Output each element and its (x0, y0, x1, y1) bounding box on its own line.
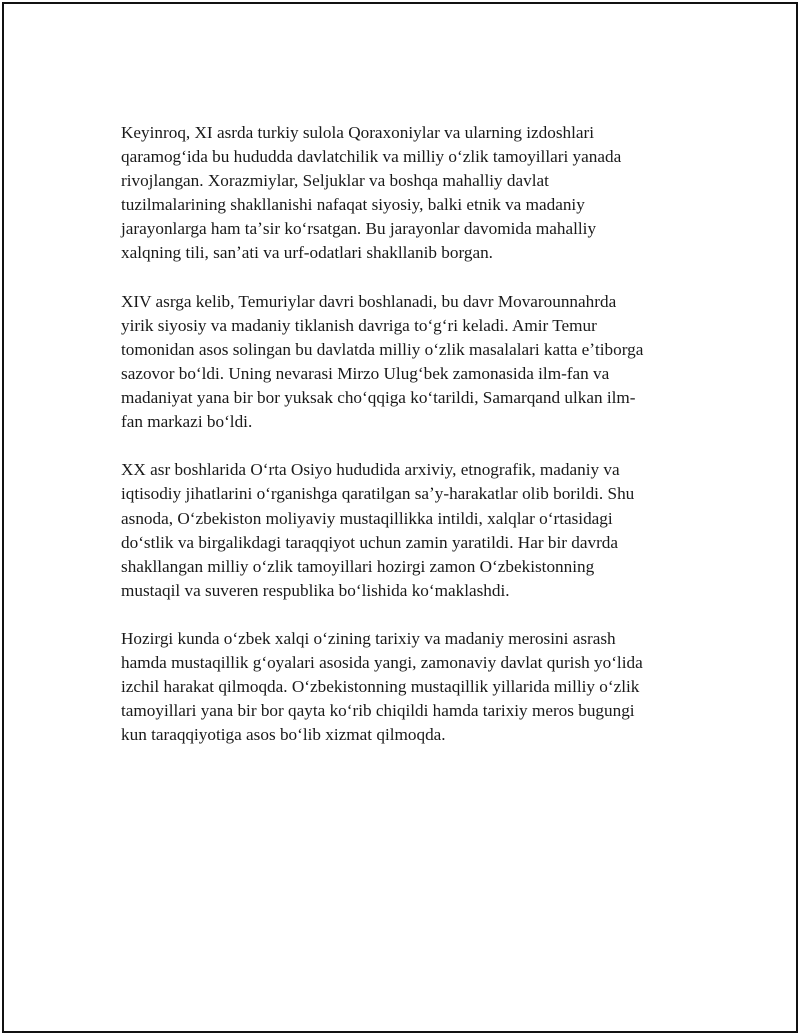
document-body (121, 121, 681, 747)
paragraph-2: XIV asrga kelib, Temuriylar davri boshlanadi, bu davr Movarounnahrda yirik siyosiy va madaniy tiklanish davriga toʻgʻri keladi. Amir Temur tomonidan asos solingan bu davlatda milliy oʻzlik masalalari katta eʼtiborga sazovor boʻldi. Uning nevarasi Mirzo Ulugʻbek zamonasida ilm-fan va madaniyat yana bir bor yuksak choʻqqiga koʻtarildi, Samarqand ulkan ilm- fan markazi boʻldi. (121, 291, 644, 432)
paragraph-1: Keyinroq, XI asrda turkiy sulola Qoraxoniylar va ularning izdoshlari qaramogʻida bu hududda davlatchilik va milliy oʻzlik tamoyillari yanada rivojlangan. Xorazmiylar, Seljuklar va boshqa mahalliy davlat tuzilmalarining shakllanishi nafaqat siyosiy, balki etnik va madaniy jarayonlarga ham taʼsir koʻrsatgan. Bu jarayonlar davomida mahalliy xalqning tili, sanʼati va urf-odatlari shakllanib borgan. (121, 123, 622, 263)
paragraph-3: XX asr boshlarida Oʻrta Osiyo hududida arxiviy, etnografik, madaniy va iqtisodiy jihatlarini oʻrganishga qaratilgan saʼy-harakatlar olib borildi. Shu asnoda, Oʻzbekiston moliyaviy mustaqillikka intildi, xalqlar oʻrtasidagi doʻstlik va birgalikdagi taraqqiyot uchun zamin yaratildi. Har bir davrda shakllangan milliy oʻzlik tamoyillari hozirgi zamon Oʻzbekistonning mustaqil va suveren respublika boʻlishida koʻmaklashdi. (121, 460, 635, 600)
paragraph-4: Hozirgi kunda oʻzbek xalqi oʻzining tarixiy va madaniy merosini asrash hamda mustaqillik gʻoyalari asosida yangi, zamonaviy davlat qurish yoʻlida izchil harakat qilmoqda. Oʻzbekistonning mustaqillik yillarida milliy oʻzlik tamoyillari yana bir bor qayta koʻrib chiqildi hamda tarixiy meros bugungi kun taraqqiyotiga asos boʻlib xizmat qilmoqda. (121, 628, 643, 745)
page-frame (2, 2, 798, 1033)
